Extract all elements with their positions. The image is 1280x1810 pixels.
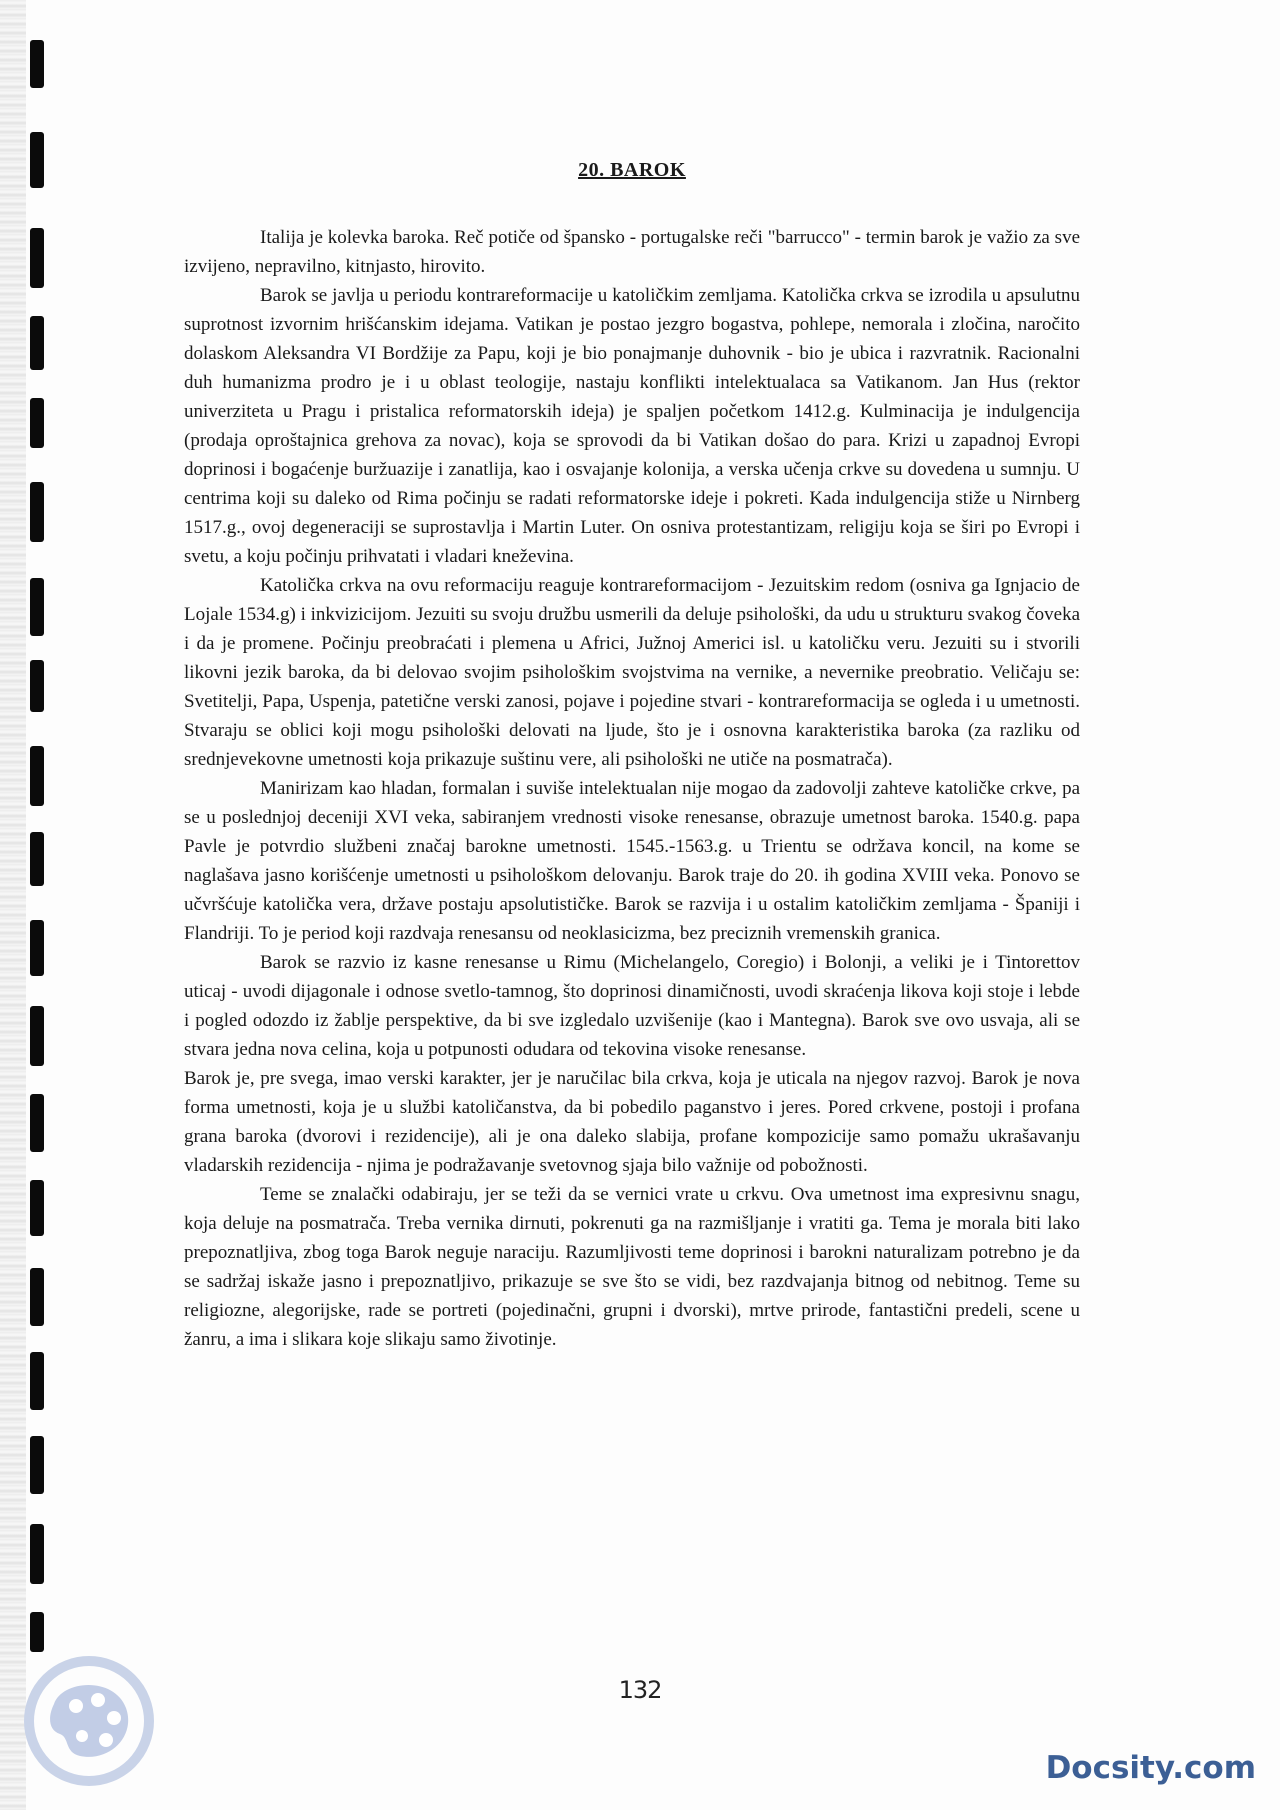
punch-hole-mark xyxy=(30,316,44,370)
punch-hole-mark xyxy=(30,1436,44,1494)
punch-hole-mark xyxy=(30,1094,44,1152)
document-body xyxy=(184,150,1080,1354)
docsity-palette-icon xyxy=(14,1646,164,1796)
punch-hole-mark xyxy=(30,132,44,188)
page-number: 132 xyxy=(618,1676,662,1704)
paragraph: Manirizam kao hladan, formalan i suviše intelektualan nije mogao da zadovolji zahteve katoličke crkve, pa se u poslednjoj deceniji XVI veka, sabiranjem vrednosti visoke renesanse, obrazuje umetnost baroka. 1540.g. papa Pavle je potvrdio službeni značaj barokne umetnosti. 1545.-1563.g. u Trientu se održava koncil, na kome se naglašava jasno korišćenje umetnosti u psihološkom delovanju. Barok traje do 20. ih godina XVIII veka. Ponovo se učvršćuje katolička vera, države postaju apsolutističke. Barok se razvija i u ostalim katoličkim zemljama - Španiji i Flandriji. To je period koji razdvaja renesansu od neoklasicizma, bez preciznih vremenskih granica. xyxy=(184,778,1080,944)
paragraph: Barok se razvio iz kasne renesanse u Rimu (Michelangelo, Coregio) i Bolonji, a veliki je i Tintorettov uticaj - uvodi dijagonale i odnose svetlo-tamnog, što doprinosi dinamičnosti, uvodi skraćenja likova koji stoje i lebde i pogled odozdo iz žablje perspektive, da bi sve izgledalo uzvišenije (kao i Mantegna). Barok sve ovo usvaja, ali se stvara jedna nova celina, koja u potpunosti odudara od tekovina visoke renesanse. xyxy=(184,952,1080,1060)
scan-edge xyxy=(0,0,26,1810)
punch-hole-mark xyxy=(30,660,44,712)
docsity-wordmark[interactable]: Docsity.com xyxy=(1045,1750,1256,1786)
punch-hole-mark xyxy=(30,1006,44,1066)
punch-hole-mark xyxy=(30,228,44,288)
paragraph: Teme se znalački odabiraju, jer se teži da se vernici vrate u crkvu. Ova umetnost ima expresivnu snagu, koja deluje na posmatrača. Treba vernika dirnuti, pokrenuti ga na razmišljanje i vratiti ga. Tema je morala biti lako prepoznatljiva, zbog toga Barok neguje naraciju. Razumljivosti teme doprinosi i barokni naturalizam potrebno je da se sadržaj iskaže jasno i prepoznatljivo, prikazuje se sve što se vidi, bez razdvajanja bitnog od nebitnog. Teme su religiozne, alegorijske, rade se portreti (pojedinačni, grupni i dvorski), mrtve prirode, fantastični predeli, scene u žanru, a ima i slikara koje slikaju samo životinje. xyxy=(184,1184,1080,1350)
paragraph: Barok se javlja u periodu kontrareformacije u katoličkim zemljama. Katolička crkva se izrodila u apsulutnu suprotnost izvornim hrišćanskim idejama. Vatikan je postao jezgro bogastva, pohlepe, nemorala i zločina, naročito dolaskom Aleksandra VI Bordžije za Papu, koji je bio ponajmanje duhovnik - bio je ubica i razvratnik. Racionalni duh humanizma prodro je i u oblast teologije, nastaju konflikti intelektualaca sa Vatikanom. Jan Hus (rektor univerziteta u Pragu i pristalica reformatorskih ideja) je spaljen početkom 1412.g. Kulminacija je indulgencija (prodaja oproštajnica grehova za novac), koja se sprovodi da bi Vatikan došao do para. Krizi u zapadnoj Evropi doprinosi i bogaćenje buržuazije i zanatlija, kao i osvajanje kolonija, a verska učenja crkve su dovedena u sumnju. U centrima koji su daleko od Rima počinju se radati reformatorske ideje i pokreti. Kada indulgencija stiže u Nirnberg 1517.g., ovoj degeneraciji se suprostavlja i Martin Luter. On osniva protestantizam, religiju koja se širi po Evropi i svetu, a koju počinju prihvatati i vladari kneževina. xyxy=(184,285,1080,567)
punch-hole-mark xyxy=(30,578,44,636)
paragraph: Katolička crkva na ovu reformaciju reaguje kontrareformacijom - Jezuitskim redom (osniva ga Ignjacio de Lojale 1534.g) i inkvizicijom. Jezuiti su svoju družbu usmerili da deluje psihološki, da udu u strukturu svakog čoveka i da je promene. Počinju preobraćati i plemena u Africi, Južnoj Americi isl. u katoličku veru. Jezuiti su i stvorili likovni jezik baroka, da bi delovao svojim psihološkim svojstvima na vernike, a nevernike preobratio. Veličaju se: Svetitelji, Papa, Uspenja, patetične verski zanosi, pojave i pojedine stvari - kontrareformacija se ogleda i u umetnosti. Stvaraju se oblici koji mogu psihološki delovati na ljude, što je i osnovna karakteristika baroka (za razliku od srednjevekovne umetnosti koja prikazuje suštinu vere, ali psihološki ne utiče na posmatrača). xyxy=(184,575,1081,770)
punch-hole-mark xyxy=(30,1352,44,1410)
punch-hole-mark xyxy=(30,482,44,542)
paragraph: Italija je kolevka baroka. Reč potiče od špansko - portugalske reči "barrucco" - termin barok je važio za sve izvijeno, nepravilno, kitnjasto, hirovito. xyxy=(184,227,1080,277)
punch-hole-mark xyxy=(30,1524,44,1584)
punch-hole-mark xyxy=(30,746,44,806)
punch-hole-mark xyxy=(30,832,44,886)
page-title: 20. BAROK xyxy=(578,159,686,181)
punch-hole-mark xyxy=(30,40,44,88)
punch-hole-mark xyxy=(30,920,44,976)
punch-hole-mark xyxy=(30,1180,44,1236)
punch-hole-mark xyxy=(30,398,44,448)
punch-hole-mark xyxy=(30,1268,44,1326)
paragraph: Barok je, pre svega, imao verski karakter, jer je naručilac bila crkva, koja je uticala na njegov razvoj. Barok je nova forma umetnosti, koja je u službi katoličanstva, da bi pobedilo paganstvo i jeres. Pored crkvene, postoji i profana grana baroka (dvorovi i rezidencije), ali je ona daleko slabija, profane kompozicije samo pomažu ukrašavanju vladarskih rezidencija - njima je podražavanje svetovnog sjaja bilo važnije od pobožnosti. xyxy=(184,1068,1080,1176)
